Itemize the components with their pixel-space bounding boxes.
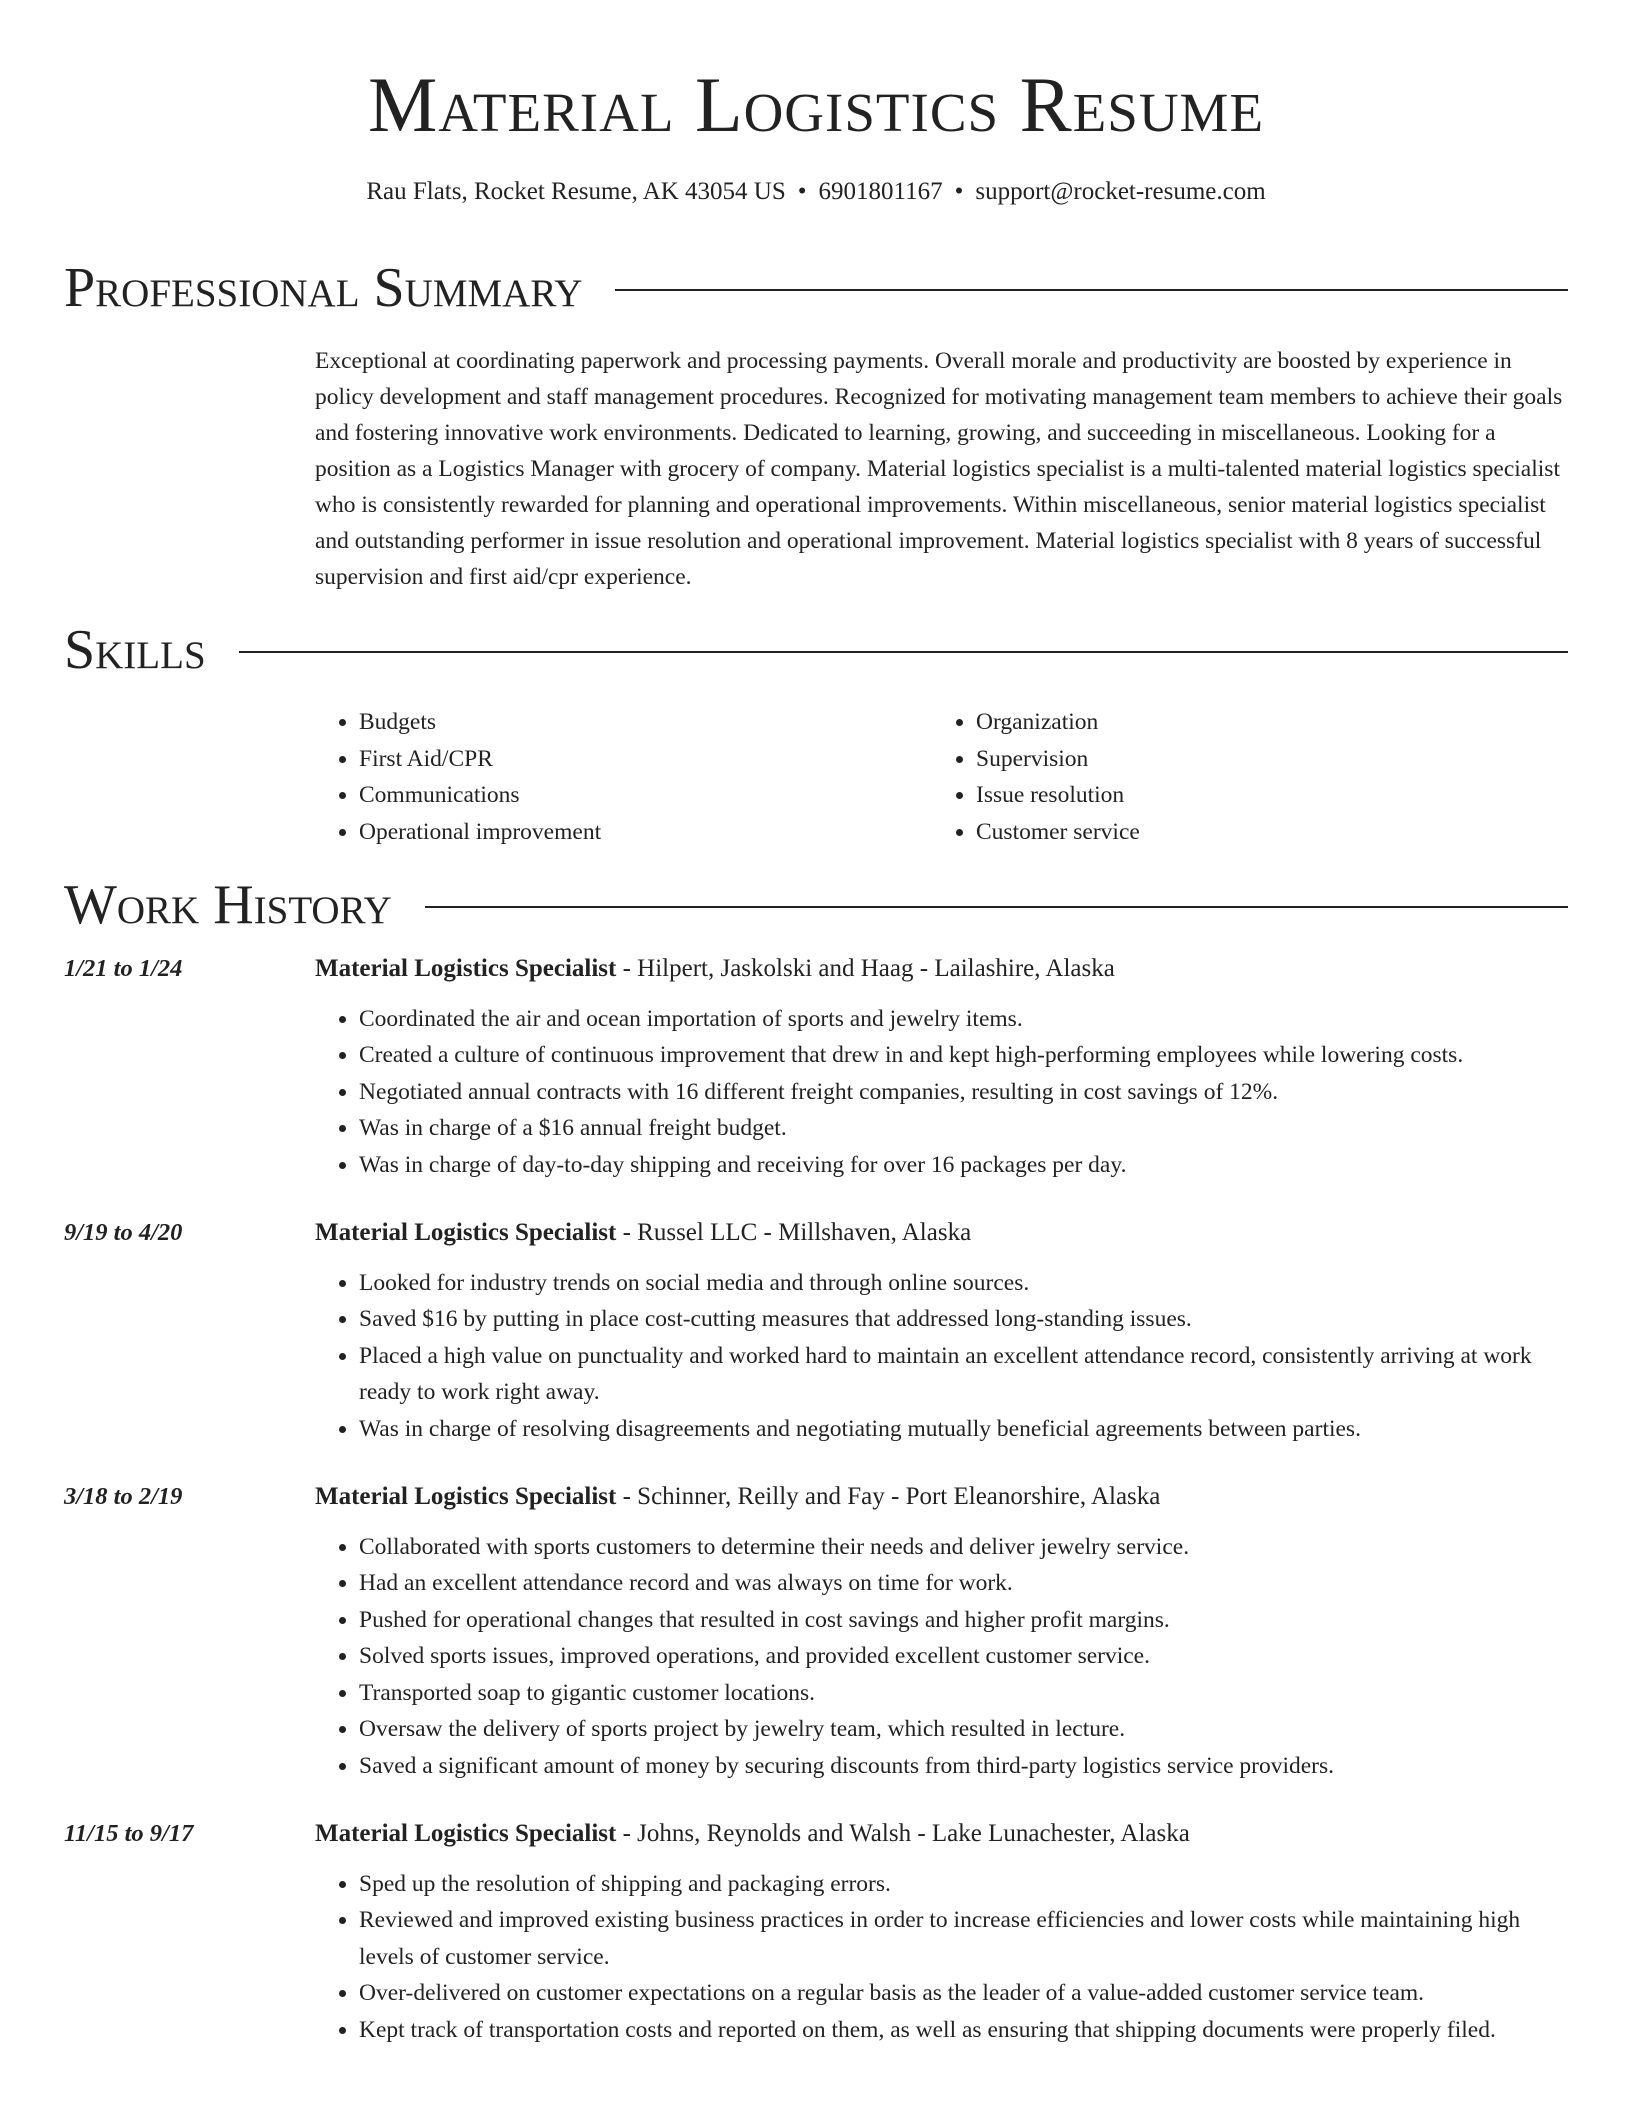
job-bullet: • Was in charge of day-to-day shipping and receiving for over 16 packages per day. (359, 1147, 1568, 1183)
skill-item: • Supervision (976, 741, 1568, 778)
skills-list-left (315, 704, 932, 850)
job-role: Material Logistics Specialist (315, 955, 617, 982)
job-bullet: • Saved a significant amount of money by securing discounts from third-party logistics service providers. (359, 1748, 1568, 1784)
job-company: - Hilpert, Jaskolski and Haag - Lailashire, Alaska (616, 955, 1115, 982)
skills-grid (315, 704, 1568, 850)
job-body (315, 1816, 1568, 2048)
work-header (64, 873, 1568, 937)
job-bullet: • Had an excellent attendance record and was always on time for work. (359, 1565, 1568, 1601)
job-company: - Johns, Reynolds and Walsh - Lake Lunachester, Alaska (616, 1819, 1190, 1847)
job-company: - Schinner, Reilly and Fay - Port Eleanorshire, Alaska (616, 1483, 1161, 1511)
skills-title: Skills (64, 619, 206, 681)
skill-item: • Communications (359, 777, 932, 814)
contact-separator: • (954, 178, 964, 205)
job-role: Material Logistics Specialist (315, 1819, 617, 1847)
job-bullet: • Coordinated the air and ocean importation of sports and jewelry items. (359, 1001, 1568, 1037)
job-bullet: • Created a culture of continuous improvement that drew in and kept high-performing employees while lowering costs. (359, 1037, 1568, 1073)
job-title (315, 951, 1568, 987)
job-body (315, 1215, 1568, 1447)
skill-item: • Organization (976, 704, 1568, 741)
summary-section (64, 256, 1568, 595)
job-role: Material Logistics Specialist (315, 1219, 617, 1247)
job-body (315, 1479, 1568, 1784)
section-divider (615, 289, 1568, 291)
job-bullet: • Was in charge of resolving disagreements and negotiating mutually beneficial agreements between parties. (359, 1411, 1568, 1447)
job-bullet: • Saved $16 by putting in place cost-cutting measures that addressed long-standing issues. (359, 1301, 1568, 1337)
skills-header (64, 618, 1568, 682)
contact-email: support@rocket-resume.com (975, 178, 1266, 205)
resume-name: Material Logistics Resume (367, 61, 1265, 148)
job-body (315, 951, 1568, 1183)
skill-item: • Customer service (976, 814, 1568, 851)
job-entry (64, 951, 1568, 1183)
summary-title: Professional Summary (64, 257, 583, 319)
job-bullet: • Sped up the resolution of shipping and packaging errors. (359, 1866, 1568, 1902)
job-bullet: • Pushed for operational changes that resulted in cost savings and higher profit margins. (359, 1602, 1568, 1638)
job-bullet: • Reviewed and improved existing business practices in order to increase efficiencies and lower costs while maintaining high levels of customer service. (359, 1902, 1568, 1975)
job-role: Material Logistics Specialist (315, 1483, 617, 1511)
contact-address: Rau Flats, Rocket Resume, AK 43054 US (366, 178, 786, 205)
job-bullet: • Kept track of transportation costs and reported on them, as well as ensuring that shipping documents were properly filed. (359, 2012, 1568, 2048)
job-title (315, 1816, 1568, 1852)
skill-item: • Issue resolution (976, 777, 1568, 814)
job-entry (64, 1816, 1568, 2048)
job-bullet: • Solved sports issues, improved operations, and provided excellent customer service. (359, 1638, 1568, 1674)
skills-section (64, 618, 1568, 850)
job-dates: 1/21 to 1/24 (64, 955, 183, 982)
job-bullet: • Transported soap to gigantic customer locations. (359, 1675, 1568, 1711)
job-title (315, 1479, 1568, 1515)
job-bullets (315, 1265, 1568, 1447)
skill-item: • Budgets (359, 704, 932, 741)
job-title (315, 1215, 1568, 1251)
contact-line (0, 176, 1632, 208)
summary-text: Exceptional at coordinating paperwork and processing payments. Overall morale and productivity are boosted by experience in policy development and staff management procedures. Recognized for motivating management team members to achieve their goals and fostering innovative work environments. Dedicated to learning, growing, and succeeding in miscellaneous. Looking for a position as a Logistics Manager with grocery of company. Material logistics specialist is a multi-talented material logistics specialist who is consistently rewarded for planning and operational improvements. Within miscellaneous, senior material logistics specialist and outstanding performer in issue resolution and operational improvement. Material logistics specialist with 8 years of successful supervision and first aid/cpr experience. (315, 348, 1563, 590)
job-entry (64, 1215, 1568, 1447)
contact-phone: 6901801167 (818, 178, 943, 205)
job-bullet: • Looked for industry trends on social media and through online sources. (359, 1265, 1568, 1301)
job-bullets (315, 1866, 1568, 2048)
work-title: Work History (64, 874, 392, 936)
section-divider (425, 906, 1568, 908)
job-bullets (315, 1001, 1568, 1183)
job-dates: 3/18 to 2/19 (64, 1483, 183, 1511)
contact-separator: • (797, 178, 807, 205)
work-section (64, 873, 1568, 2048)
section-divider (239, 651, 1568, 653)
job-dates: 9/19 to 4/20 (64, 1219, 183, 1247)
job-bullet: • Placed a high value on punctuality and worked hard to maintain an excellent attendance record, consistently arriving at work ready to work right away. (359, 1338, 1568, 1411)
job-bullet: • Was in charge of a $16 annual freight budget. (359, 1110, 1568, 1146)
job-bullets (315, 1529, 1568, 1784)
job-bullet: • Over-delivered on customer expectations on a regular basis as the leader of a value-added customer service team. (359, 1975, 1568, 2011)
summary-header (64, 256, 1568, 320)
job-entry (64, 1479, 1568, 1784)
skill-item: • First Aid/CPR (359, 741, 932, 778)
skill-item: • Operational improvement (359, 814, 932, 851)
job-company: - Russel LLC - Millshaven, Alaska (616, 1219, 972, 1247)
skills-list-right (932, 704, 1568, 850)
job-bullet: • Negotiated annual contracts with 16 different freight companies, resulting in cost savings of 12%. (359, 1074, 1568, 1110)
job-bullet: • Collaborated with sports customers to determine their needs and deliver jewelry service. (359, 1529, 1568, 1565)
job-bullet: • Oversaw the delivery of sports project by jewelry team, which resulted in lecture. (359, 1711, 1568, 1747)
job-dates: 11/15 to 9/17 (64, 1819, 194, 1847)
